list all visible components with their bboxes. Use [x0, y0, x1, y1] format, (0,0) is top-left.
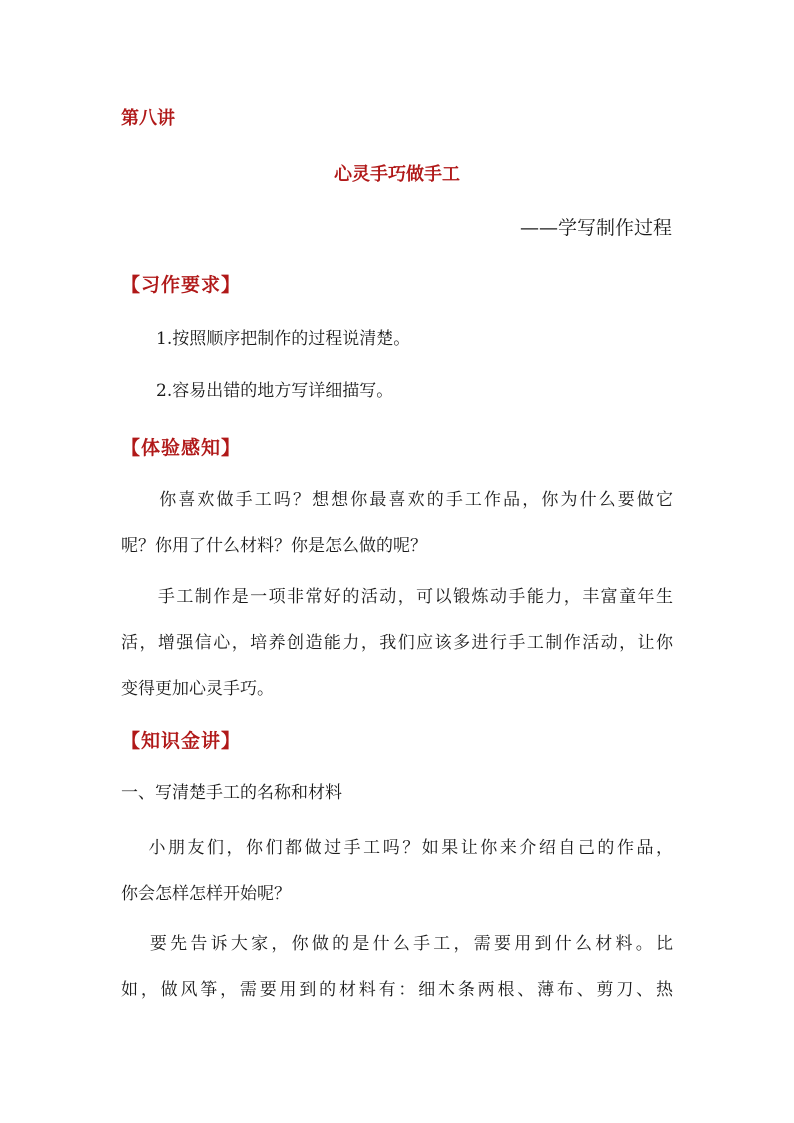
paragraph-line: 手工制作是一项非常好的活动，可以锻炼动手能力，丰富童年生 — [121, 587, 673, 607]
knowledge-paragraph-1 — [121, 825, 673, 917]
paragraph-line: 变得更加心灵手巧。 — [121, 679, 274, 699]
knowledge-point-heading: 一、写清楚手工的名称和材料 — [121, 783, 342, 803]
section-heading-knowledge: 【知识金讲】 — [121, 730, 242, 752]
section-heading-requirements: 【习作要求】 — [121, 274, 242, 296]
paragraph-line: 你会怎样怎样开始呢？ — [121, 884, 291, 904]
paragraph-line: 呢？你用了什么材料？你是怎么做的呢？ — [121, 536, 427, 556]
paragraph-line: 要先告诉大家，你做的是什么手工，需要用到什么材料。比 — [121, 934, 673, 954]
section-heading-experience: 【体验感知】 — [121, 437, 242, 459]
paragraph-line: 小朋友们，你们都做过手工吗？如果让你来介绍自己的作品， — [121, 838, 673, 858]
experience-paragraph-2 — [121, 574, 673, 712]
lecture-number: 第八讲 — [121, 108, 175, 129]
knowledge-paragraph-2 — [121, 921, 673, 1013]
paragraph-line: 你喜欢做手工吗？想想你最喜欢的手工作品，你为什么要做它 — [121, 490, 673, 510]
paragraph-line: 如，做风筝，需要用到的材料有：细木条两根、薄布、剪刀、热 — [121, 980, 673, 1000]
requirement-item: 1.按照顺序把制作的过程说清楚。 — [156, 329, 411, 349]
page-title: 心灵手巧做手工 — [334, 164, 460, 185]
page-subtitle: ——学写制作过程 — [519, 217, 672, 239]
experience-paragraph-1 — [121, 477, 673, 569]
paragraph-line: 活，增强信心，培养创造能力，我们应该多进行手工制作活动，让你 — [121, 633, 673, 653]
requirement-item: 2.容易出错的地方写详细描写。 — [156, 381, 394, 401]
